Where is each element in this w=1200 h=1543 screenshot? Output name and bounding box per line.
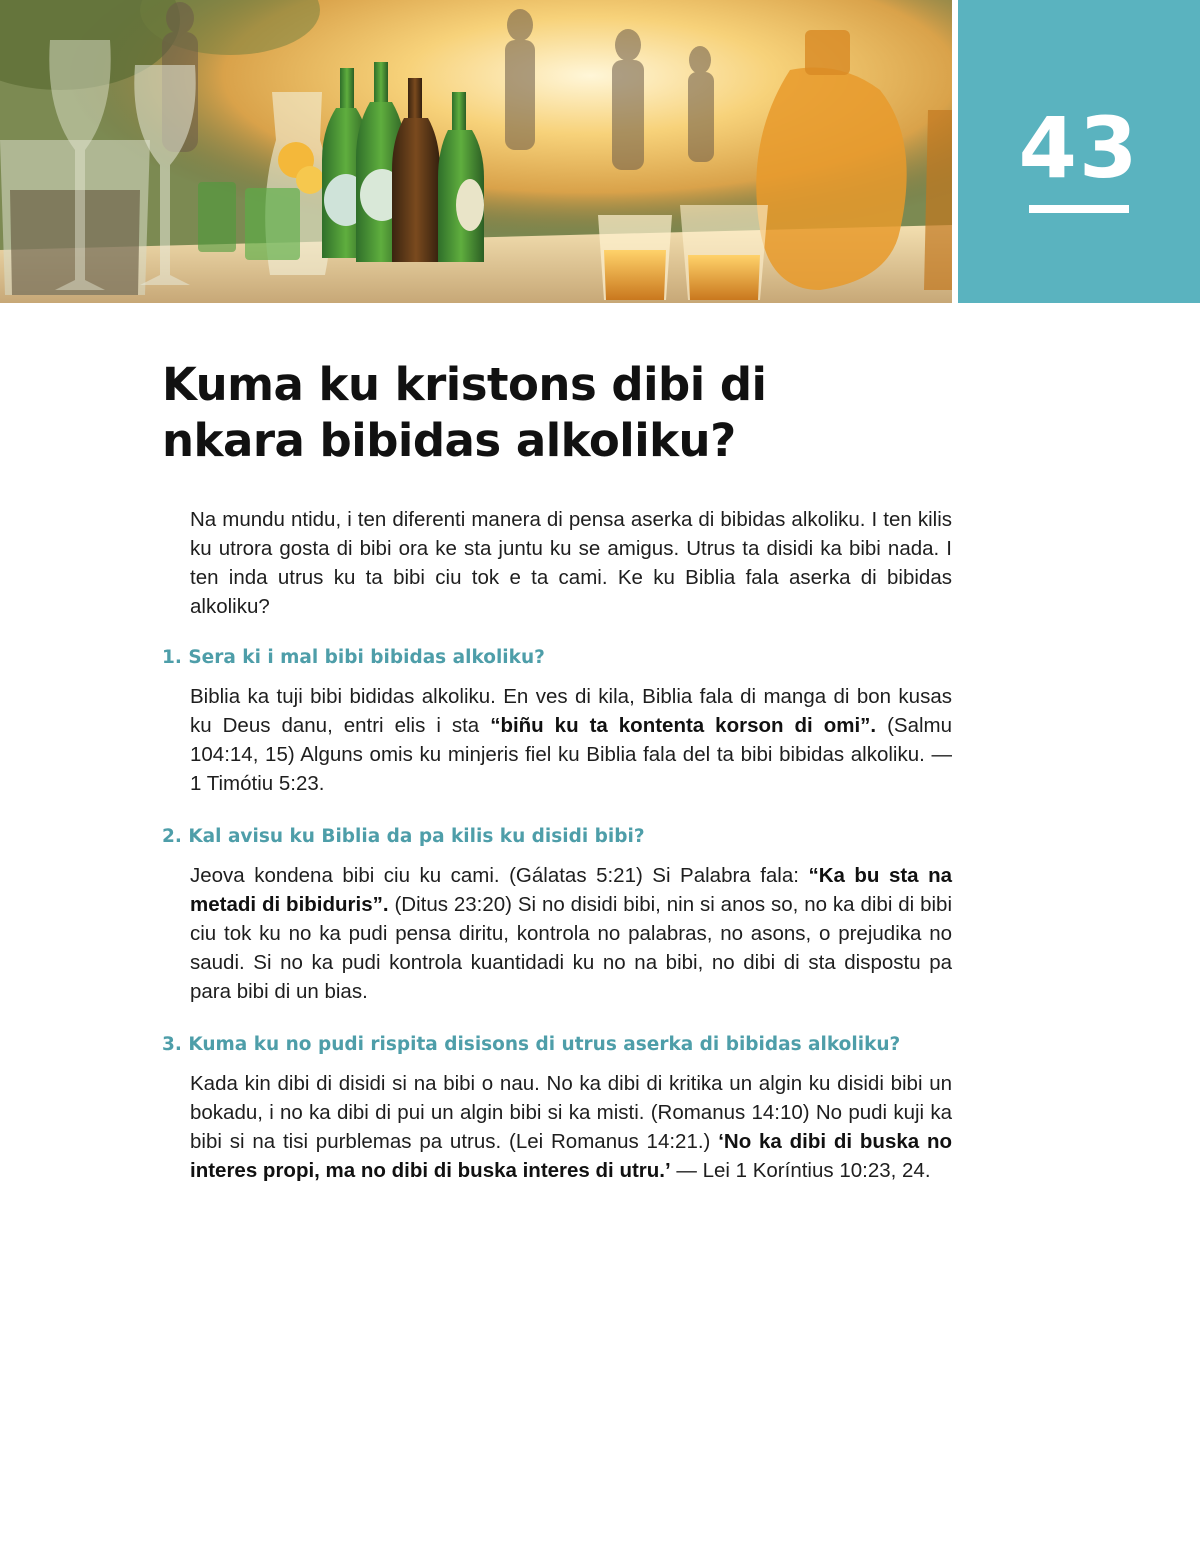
chapter-badge — [958, 0, 1200, 303]
answer-2-quote: “Ka bu sta na metadi di bibiduris”. — [190, 864, 953, 916]
answer-2-text-b: (Ditus 23:20) Si no disidi bibi, nin si anos so, no ka dibi di bibi ciu tok ku no ka pudi pensa diritu, kontrola no palabras, no asons, o prejudika no saudi. Si no ka pudi kontrola kuantidadi ku no na bibi, no dibi di sta dispostu pa para bibi di un bias. — [190, 893, 952, 1003]
chapter-number: 43 — [1018, 99, 1140, 197]
answer-3 — [190, 1069, 952, 1185]
hero-photo — [0, 0, 952, 303]
title-line-2: nkara bibidas alkoliku? — [162, 414, 736, 467]
answer-2-text-a: Jeova kondena bibi ciu ku cami. (Gálatas 5:21) Si Palabra fala: — [190, 864, 809, 887]
question-2: 2. Kal avisu ku Biblia da pa kilis ku disidi bibi? — [162, 826, 645, 847]
answer-1-quote: “biñu ku ta kontenta korson di omi”. — [490, 714, 877, 737]
title-line-1: Kuma ku kristons dibi di — [162, 358, 767, 411]
answer-2 — [190, 861, 952, 1006]
chapter-underline — [1029, 205, 1129, 213]
page-title — [162, 357, 922, 469]
answer-1-text-b: (Salmu 104:14, 15) Alguns omis ku minjeris fiel ku Biblia fala del ta bibi bibidas alkoliku. — 1 Timótiu 5:23. — [190, 714, 953, 795]
answer-3-quote: ‘No ka dibi di buska no interes propi, ma no dibi di buska interes di utru.’ — [190, 1130, 952, 1182]
question-1: 1. Sera ki i mal bibi bibidas alkoliku? — [162, 647, 545, 668]
drinks-table-illustration — [0, 0, 952, 303]
intro-paragraph: Na mundu ntidu, i ten diferenti manera di pensa aserka di bibidas alkoliku. I ten kilis ku utrora gosta di bibi ora ke sta juntu ku se amigus. Utrus ta disidi ka bibi nada. I ten inda utrus ku ta bibi ciu tok e ta cami. Ke ku Biblia fala aserka di bibidas alkoliku? — [190, 508, 952, 618]
answer-3-text-b: — Lei 1 Koríntius 10:23, 24. — [670, 1159, 931, 1182]
answer-1-text-a: Biblia ka tuji bibi bididas alkoliku. En ves di kila, Biblia fala di manga di bon kusas ku Deus danu, entri elis i sta — [190, 685, 952, 737]
answer-1 — [190, 682, 952, 798]
answer-3-text-a: Kada kin dibi di disidi si na bibi o nau. No ka dibi di kritika un algin ku disidi bibi un bokadu, i no ka dibi di pui un algin bibi si ka misti. (Romanus 14:10) No pudi kuji ka bibi si na tisi purblemas pa utrus. (Lei Romanus 14:21.) — [190, 1072, 952, 1153]
question-3: 3. Kuma ku no pudi rispita disisons di utrus aserka di bibidas alkoliku? — [162, 1034, 901, 1055]
lesson-body — [162, 505, 952, 1185]
